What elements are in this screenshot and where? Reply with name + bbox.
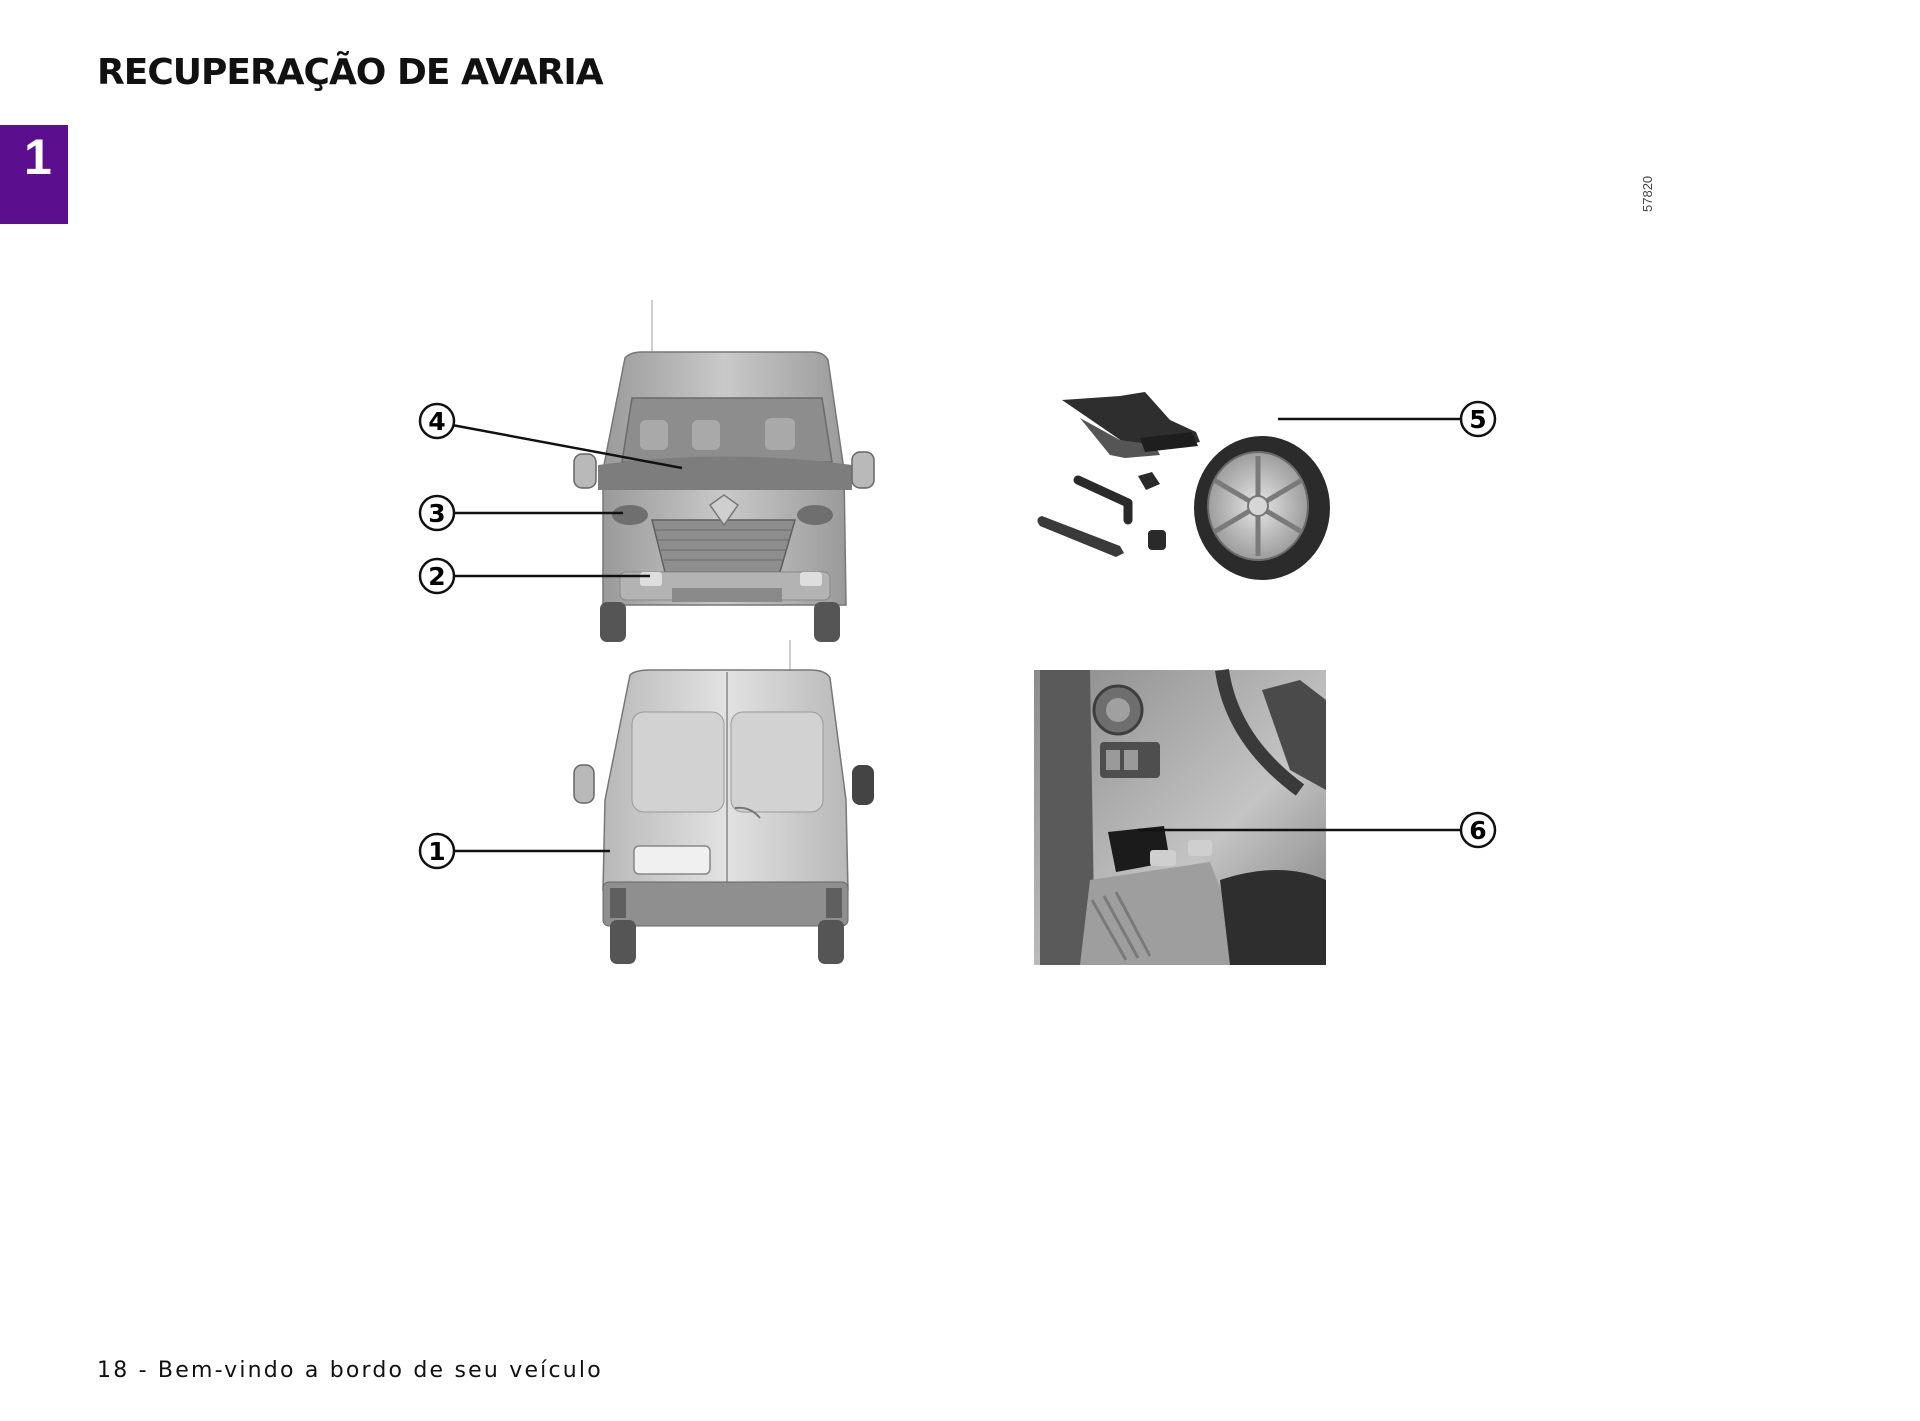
callout-2 — [420, 559, 454, 593]
spare-wheel-icon — [1194, 436, 1330, 580]
callout-3 — [420, 496, 454, 530]
chapter-number: 1 — [24, 129, 52, 185]
svg-text:6: 6 — [1469, 816, 1487, 845]
svg-text:2: 2 — [428, 562, 446, 591]
page-footer: 18 - Bem-vindo a bordo de seu veículo — [97, 1358, 603, 1383]
page-title: RECUPERAÇÃO DE AVARIA — [97, 52, 603, 93]
svg-text:1: 1 — [428, 837, 446, 866]
svg-text:3: 3 — [428, 499, 446, 528]
figure-reference-code: 57820 — [1640, 175, 1655, 212]
van-rear-view-icon — [574, 640, 874, 964]
svg-text:4: 4 — [428, 407, 446, 436]
jack-and-tools-icon — [1037, 392, 1200, 557]
callout-5 — [1461, 402, 1495, 436]
callout-6 — [1461, 813, 1495, 847]
van-front-view-icon — [574, 300, 874, 642]
callout-4 — [420, 404, 454, 438]
callout-1 — [420, 834, 454, 868]
driver-footwell-photo-icon — [1034, 670, 1326, 965]
svg-text:5: 5 — [1469, 405, 1487, 434]
